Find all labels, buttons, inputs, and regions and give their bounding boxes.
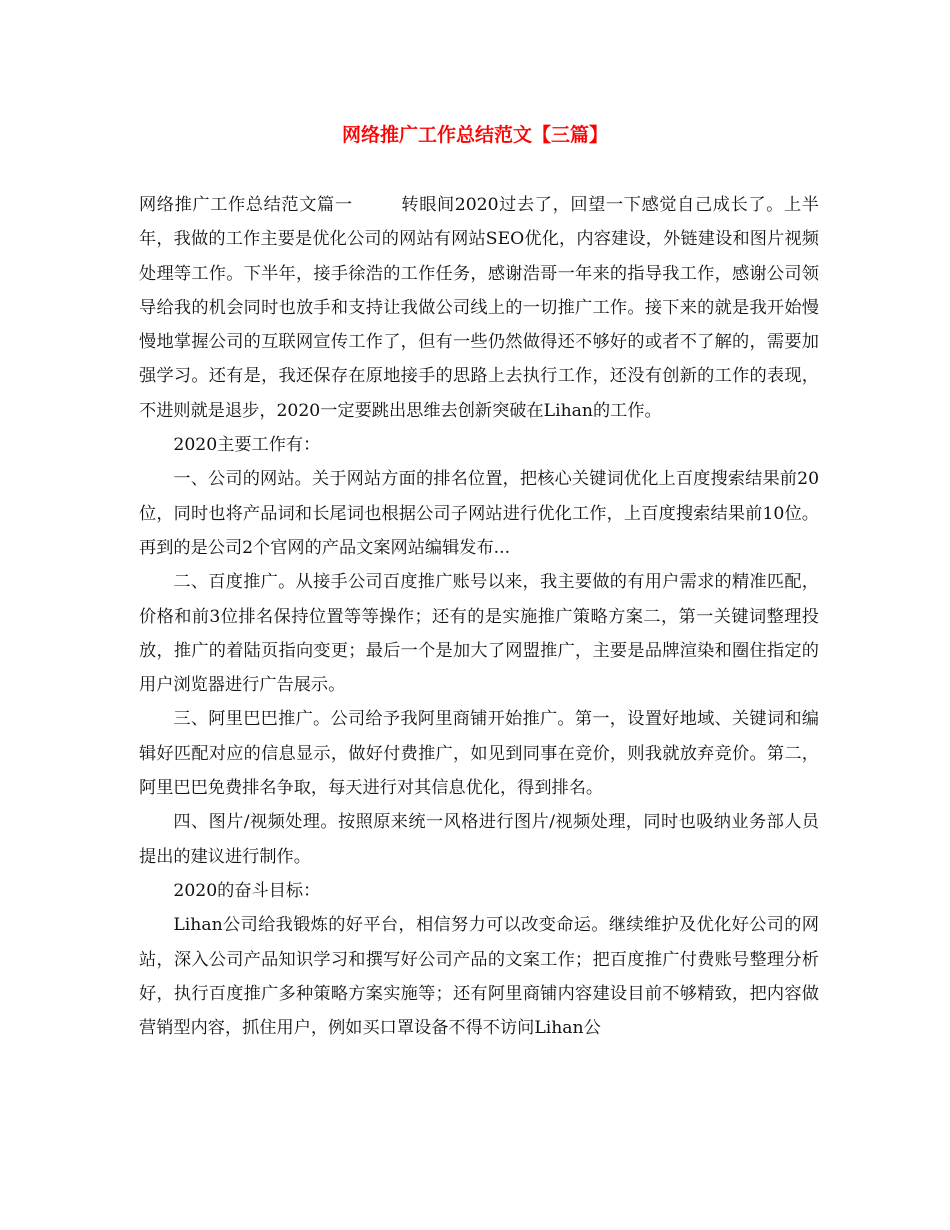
paragraph-main-work-heading: 2020主要工作有： (173, 435, 321, 456)
paragraph-goals: Lihan公司给我锻炼的好平台，相信努力可以改变命运。继续维护及优化好公司的网站，深入公司产品知识学习和撰写好公司产品的文案工作；把百度推广付费账号整理分析好，执行百度推广多种策略方案实施等；还有阿里商铺内容建设目前不够精致，把内容做营销型内容，抓住用户，例如买口罩设备不得不访问Lihan公 (139, 915, 819, 1039)
paragraph-website: 一、公司的网站。关于网站方面的排名位置，把核心关键词优化上百度搜索结果前20位，同时也将产品词和长尾词也根据公司子网站进行优化工作，上百度搜索结果前10位。再到的是公司2个官网的产品文案网站编辑发布... (139, 469, 819, 558)
paragraph-1-text: 转眼间2020过去了，回望一下感觉自己成长了。上半年，我做的工作主要是优化公司的网站有网站SEO优化，内容建设，外链建设和图片视频处理等工作。下半年，接手徐浩的工作任务，感谢浩哥一年来的指导我工作，感谢公司领导给我的机会同时也放手和支持让我做公司线上的一切推广工作。接下来的就是我开始慢慢地掌握公司的互联网宣传工作了，但有一些仍然做得还不够好的或者不了解的，需要加强学习。还有是，我还保存在原地接手的思路上去执行工作，还没有创新的工作的表现，不进则就是退步，2020一定要跳出思维去创新突破在Lihan的工作。 (139, 195, 819, 421)
paragraph-goals-heading: 2020的奋斗目标： (173, 880, 321, 901)
paragraph-alibaba: 三、阿里巴巴推广。公司给予我阿里商铺开始推广。第一，设置好地域、关键词和编辑好匹配对应的信息显示，做好付费推广，如见到同事在竞价，则我就放弃竞价。第二，阿里巴巴免费排名争取，每天进行对其信息优化，得到排名。 (139, 709, 819, 799)
document-body (139, 188, 819, 1045)
intro-heading: 网络推广工作总结范文篇一 (139, 195, 353, 215)
paragraph-baidu: 二、百度推广。从接手公司百度推广账号以来，我主要做的有用户需求的精准匹配，价格和前3位排名保持位置等等操作；还有的是实施推广策略方案二，第一关键词整理投放，推广的着陆页指向变更；最后一个是加大了网盟推广，主要是品牌渲染和圈住指定的用户浏览器进行广告展示。 (139, 572, 819, 696)
document-title: 网络推广工作总结范文【三篇】 (341, 124, 608, 146)
paragraph-media: 四、图片/视频处理。按照原来统一风格进行图片/视频处理，同时也吸纳业务部人员提出的建议进行制作。 (139, 812, 819, 867)
intro-paragraph (139, 188, 819, 428)
